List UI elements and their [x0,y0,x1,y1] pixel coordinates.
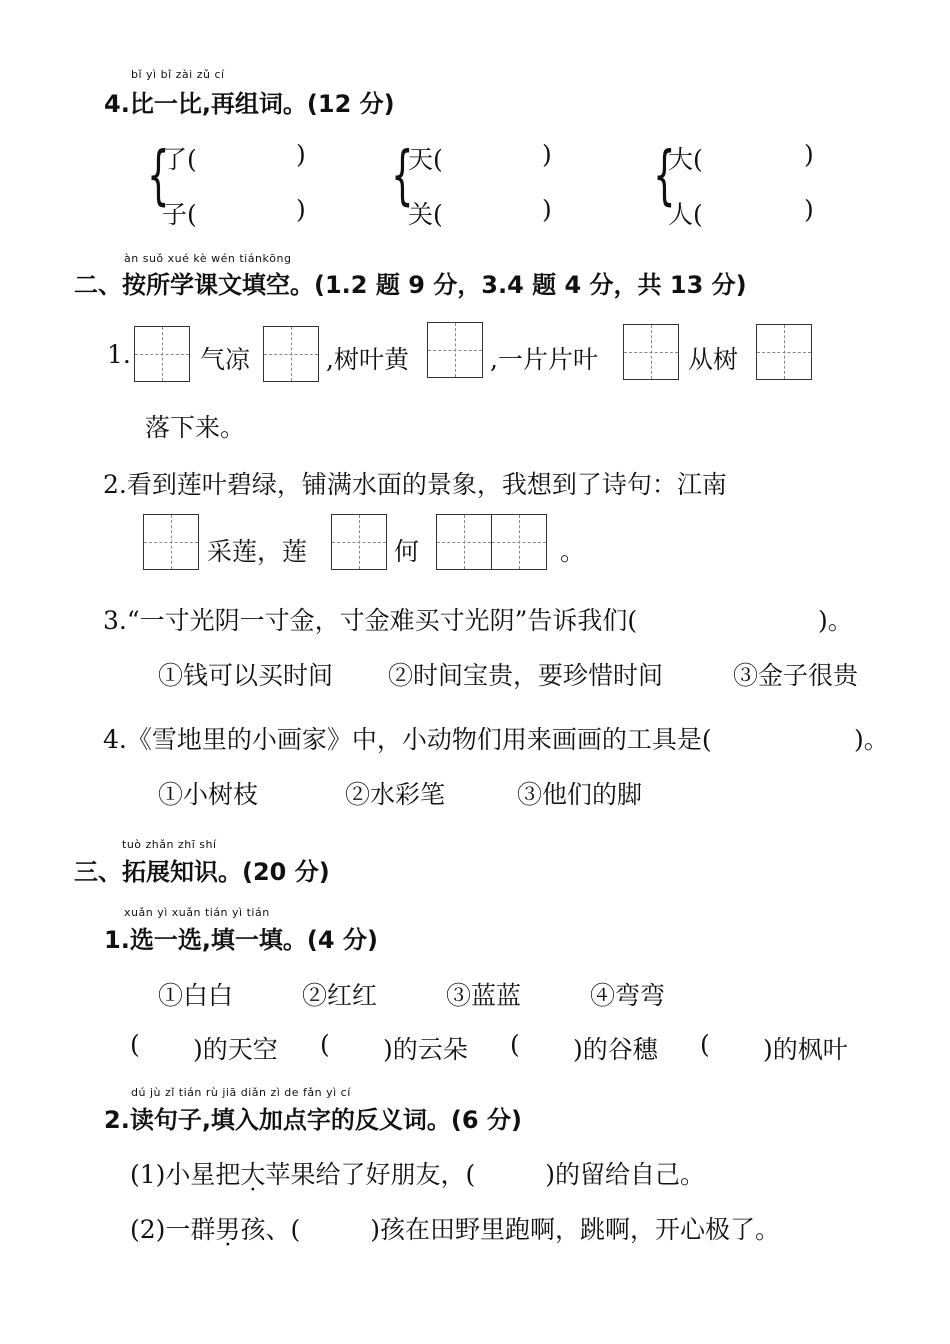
section2-title: 二、按所学课文填空。(1.2 题 9 分，3.4 题 4 分，共 13 分) [74,271,747,299]
dotted-char: 男 [215,1215,241,1244]
tian-grid-box[interactable] [427,322,483,378]
s3q2-sentence-2: (2)一群男孩、( )孩在田野里跑啊，跳啊，开心极了。 [130,1215,780,1244]
s3q1-blank-3-open[interactable]: ( [510,1030,520,1059]
q4-title: 4.比一比,再组词。(12 分) [104,90,395,118]
s2q4-option-1[interactable]: ①小树枝 [158,780,259,809]
pair3-top-end: ) [804,140,814,169]
tian-grid-box[interactable] [623,324,679,380]
tian-grid-box[interactable] [143,514,199,570]
s3q1-blank-1-open[interactable]: ( [130,1030,140,1059]
s2q1-text5: 落下来。 [145,413,246,442]
pair1-top-end: ) [296,140,306,169]
q4-pinyin: bǐ yì bǐ zài zǔ cí [131,68,225,81]
pair1-top[interactable]: 了( [162,145,197,174]
s3q1-blank-4-text: )的枫叶 [763,1035,848,1064]
tian-grid-box[interactable] [134,326,190,382]
tian-grid-box[interactable] [331,514,387,570]
brace-3: { [653,139,676,213]
tian-grid-box[interactable] [491,514,547,570]
s2q3-option-1[interactable]: ①钱可以买时间 [158,661,334,690]
s3q2-sentence-1: (1)小星把大苹果给了好朋友，( )的留给自己。 [130,1160,705,1189]
pair3-bottom[interactable]: 人( [668,200,703,229]
section3-title: 三、拓展知识。(20 分) [74,858,330,886]
s3q1-option-3: ③蓝蓝 [446,981,522,1010]
s2q1-num: 1. [107,340,131,369]
s2q2-line1: 2.看到莲叶碧绿，铺满水面的景象，我想到了诗句：江南 [103,470,727,499]
pair3-top[interactable]: 大( [668,145,703,174]
s2q2-text2: 何 [394,537,420,566]
tian-grid-box[interactable] [436,514,492,570]
s3q1-option-2: ②红红 [302,981,378,1010]
s3q1-pinyin: xuǎn yì xuǎn tián yì tián [124,906,270,919]
s3q1-blank-1-text: )的天空 [193,1035,278,1064]
s2q1-text4: 从树 [688,345,739,374]
s2q3-stem-end: )。 [818,606,853,635]
section3-pinyin: tuò zhǎn zhī shí [122,838,217,851]
s2q4-option-2[interactable]: ②水彩笔 [345,780,446,809]
s2q3-stem: 3.“一寸光阴一寸金，寸金难买寸光阴”告诉我们( [103,606,638,635]
pair1-bottom[interactable]: 子( [162,200,197,229]
s3q1-blank-4-open[interactable]: ( [700,1030,710,1059]
s3q1-blank-2-open[interactable]: ( [320,1030,330,1059]
s2q3-option-2[interactable]: ②时间宝贵，要珍惜时间 [388,661,664,690]
s2q4-stem-end: )。 [854,725,889,754]
s3q2-title: 2.读句子,填入加点字的反义词。(6 分) [104,1106,522,1134]
dotted-char: 大 [240,1160,266,1189]
tian-grid-box[interactable] [756,324,812,380]
s3q2-pinyin: dú jù zǐ tián rù jiā diǎn zì de fǎn yì cí [131,1086,351,1099]
s3q1-blank-2-text: )的云朵 [383,1035,468,1064]
s3q1-option-4: ④弯弯 [590,981,666,1010]
tian-grid-box[interactable] [263,326,319,382]
s2q2-text3: 。 [560,537,586,566]
pair2-top-end: ) [542,140,552,169]
pair3-bottom-end: ) [804,195,814,224]
s2q1-text1: 气凉 [200,345,251,374]
pair1-bottom-end: ) [296,195,306,224]
s3q1-option-1: ①白白 [158,981,234,1010]
s3q1-title: 1.选一选,填一填。(4 分) [104,926,378,954]
s3q1-blank-3-text: )的谷穗 [573,1035,658,1064]
s2q1-text2: ,树叶黄 [326,345,409,374]
pair2-bottom[interactable]: 关( [408,200,443,229]
pair2-top[interactable]: 天( [408,145,443,174]
s2q2-text1: 采莲，莲 [207,537,308,566]
brace-1: { [147,139,170,213]
s2q4-stem: 4.《雪地里的小画家》中，小动物们用来画画的工具是( [103,725,712,754]
s2q1-text3: ,一片片叶 [490,345,598,374]
s2q3-option-3[interactable]: ③金子很贵 [733,661,859,690]
s2q4-option-3[interactable]: ③他们的脚 [517,780,643,809]
pair2-bottom-end: ) [542,195,552,224]
section2-pinyin: àn suǒ xué kè wén tiánkōng [124,252,292,265]
brace-2: { [391,139,414,213]
